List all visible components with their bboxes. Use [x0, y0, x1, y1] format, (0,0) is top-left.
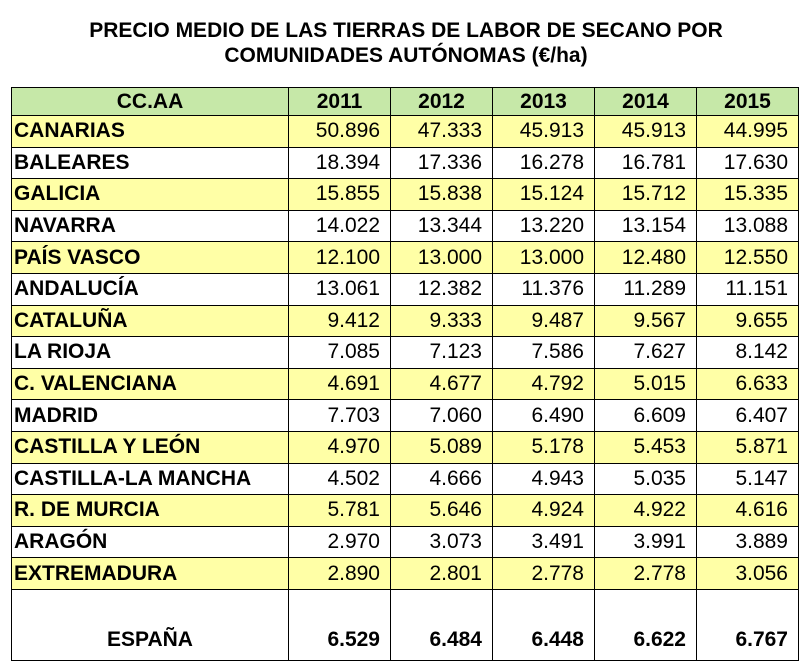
value-cell: 4.792	[493, 368, 595, 400]
value-cell: 5.871	[697, 431, 799, 463]
value-cell: 5.646	[391, 495, 493, 527]
value-cell: 14.022	[289, 210, 391, 242]
value-cell: 9.333	[391, 305, 493, 337]
value-cell: 3.056	[697, 558, 799, 590]
header-year: 2012	[391, 88, 493, 116]
value-cell: 9.567	[595, 305, 697, 337]
value-cell: 4.970	[289, 431, 391, 463]
value-cell: 2.778	[595, 558, 697, 590]
value-cell: 4.616	[697, 495, 799, 527]
region-cell: R. DE MURCIA	[12, 495, 289, 527]
value-cell: 5.178	[493, 431, 595, 463]
value-cell: 3.889	[697, 526, 799, 558]
region-cell: PAÍS VASCO	[12, 242, 289, 274]
value-cell: 7.060	[391, 400, 493, 432]
value-cell: 5.453	[595, 431, 697, 463]
value-cell: 7.627	[595, 337, 697, 369]
value-cell: 6.490	[493, 400, 595, 432]
value-cell: 15.712	[595, 179, 697, 211]
region-cell: LA RIOJA	[12, 337, 289, 369]
value-cell: 9.412	[289, 305, 391, 337]
value-cell: 2.801	[391, 558, 493, 590]
value-cell: 5.781	[289, 495, 391, 527]
value-cell: 3.073	[391, 526, 493, 558]
value-cell: 17.336	[391, 147, 493, 179]
value-cell: 13.088	[697, 210, 799, 242]
region-cell: ANDALUCÍA	[12, 273, 289, 305]
value-cell: 44.995	[697, 116, 799, 148]
region-cell: NAVARRA	[12, 210, 289, 242]
table-row	[12, 368, 799, 400]
value-cell: 9.487	[493, 305, 595, 337]
value-cell: 11.376	[493, 273, 595, 305]
value-cell: 6.633	[697, 368, 799, 400]
value-cell: 13.061	[289, 273, 391, 305]
value-cell: 2.890	[289, 558, 391, 590]
total-row	[12, 589, 799, 660]
value-cell: 5.089	[391, 431, 493, 463]
value-cell: 2.778	[493, 558, 595, 590]
value-cell: 4.666	[391, 463, 493, 495]
value-cell: 13.344	[391, 210, 493, 242]
value-cell: 2.970	[289, 526, 391, 558]
value-cell: 17.630	[697, 147, 799, 179]
table-row	[12, 242, 799, 274]
value-cell: 8.142	[697, 337, 799, 369]
value-cell: 4.677	[391, 368, 493, 400]
value-cell: 13.000	[493, 242, 595, 274]
table-row	[12, 305, 799, 337]
total-label: ESPAÑA	[12, 589, 289, 660]
value-cell: 13.220	[493, 210, 595, 242]
table-row	[12, 400, 799, 432]
value-cell: 4.502	[289, 463, 391, 495]
value-cell: 6.609	[595, 400, 697, 432]
value-cell: 45.913	[493, 116, 595, 148]
table-row	[12, 337, 799, 369]
value-cell: 13.154	[595, 210, 697, 242]
header-year: 2014	[595, 88, 697, 116]
region-cell: CASTILLA-LA MANCHA	[12, 463, 289, 495]
value-cell: 3.991	[595, 526, 697, 558]
value-cell: 15.838	[391, 179, 493, 211]
table-row	[12, 147, 799, 179]
region-cell: CANARIAS	[12, 116, 289, 148]
value-cell: 11.289	[595, 273, 697, 305]
total-value-cell: 6.622	[595, 589, 697, 660]
page-title	[0, 18, 812, 68]
value-cell: 12.480	[595, 242, 697, 274]
table-row	[12, 495, 799, 527]
header-year: 2011	[289, 88, 391, 116]
header-row	[12, 88, 799, 116]
total-value-cell: 6.484	[391, 589, 493, 660]
value-cell: 7.586	[493, 337, 595, 369]
table-row	[12, 463, 799, 495]
value-cell: 4.943	[493, 463, 595, 495]
value-cell: 9.655	[697, 305, 799, 337]
region-cell: CATALUÑA	[12, 305, 289, 337]
value-cell: 3.491	[493, 526, 595, 558]
table-row	[12, 116, 799, 148]
value-cell: 47.333	[391, 116, 493, 148]
value-cell: 7.123	[391, 337, 493, 369]
value-cell: 16.278	[493, 147, 595, 179]
value-cell: 45.913	[595, 116, 697, 148]
table-row	[12, 273, 799, 305]
region-cell: CASTILLA Y LEÓN	[12, 431, 289, 463]
region-cell: GALICIA	[12, 179, 289, 211]
region-cell: C. VALENCIANA	[12, 368, 289, 400]
header-region: CC.AA	[12, 88, 289, 116]
value-cell: 11.151	[697, 273, 799, 305]
table-body	[12, 116, 799, 661]
region-cell: EXTREMADURA	[12, 558, 289, 590]
table-row	[12, 558, 799, 590]
value-cell: 15.335	[697, 179, 799, 211]
title-line-1: PRECIO MEDIO DE LAS TIERRAS DE LABOR DE SECANO POR	[89, 19, 723, 42]
value-cell: 5.015	[595, 368, 697, 400]
total-value-cell: 6.767	[697, 589, 799, 660]
value-cell: 4.924	[493, 495, 595, 527]
region-cell: ARAGÓN	[12, 526, 289, 558]
value-cell: 18.394	[289, 147, 391, 179]
value-cell: 5.147	[697, 463, 799, 495]
table-row	[12, 179, 799, 211]
value-cell: 7.703	[289, 400, 391, 432]
table-row	[12, 210, 799, 242]
value-cell: 15.124	[493, 179, 595, 211]
value-cell: 6.407	[697, 400, 799, 432]
price-table	[11, 87, 799, 661]
total-value-cell: 6.448	[493, 589, 595, 660]
value-cell: 16.781	[595, 147, 697, 179]
value-cell: 50.896	[289, 116, 391, 148]
total-value-cell: 6.529	[289, 589, 391, 660]
value-cell: 12.550	[697, 242, 799, 274]
value-cell: 12.100	[289, 242, 391, 274]
value-cell: 7.085	[289, 337, 391, 369]
region-cell: BALEARES	[12, 147, 289, 179]
table-row	[12, 526, 799, 558]
value-cell: 13.000	[391, 242, 493, 274]
header-year: 2015	[697, 88, 799, 116]
value-cell: 15.855	[289, 179, 391, 211]
region-cell: MADRID	[12, 400, 289, 432]
value-cell: 12.382	[391, 273, 493, 305]
value-cell: 4.922	[595, 495, 697, 527]
table-row	[12, 431, 799, 463]
value-cell: 4.691	[289, 368, 391, 400]
value-cell: 5.035	[595, 463, 697, 495]
header-year: 2013	[493, 88, 595, 116]
title-line-2: COMUNIDADES AUTÓNOMAS (€/ha)	[224, 44, 588, 67]
